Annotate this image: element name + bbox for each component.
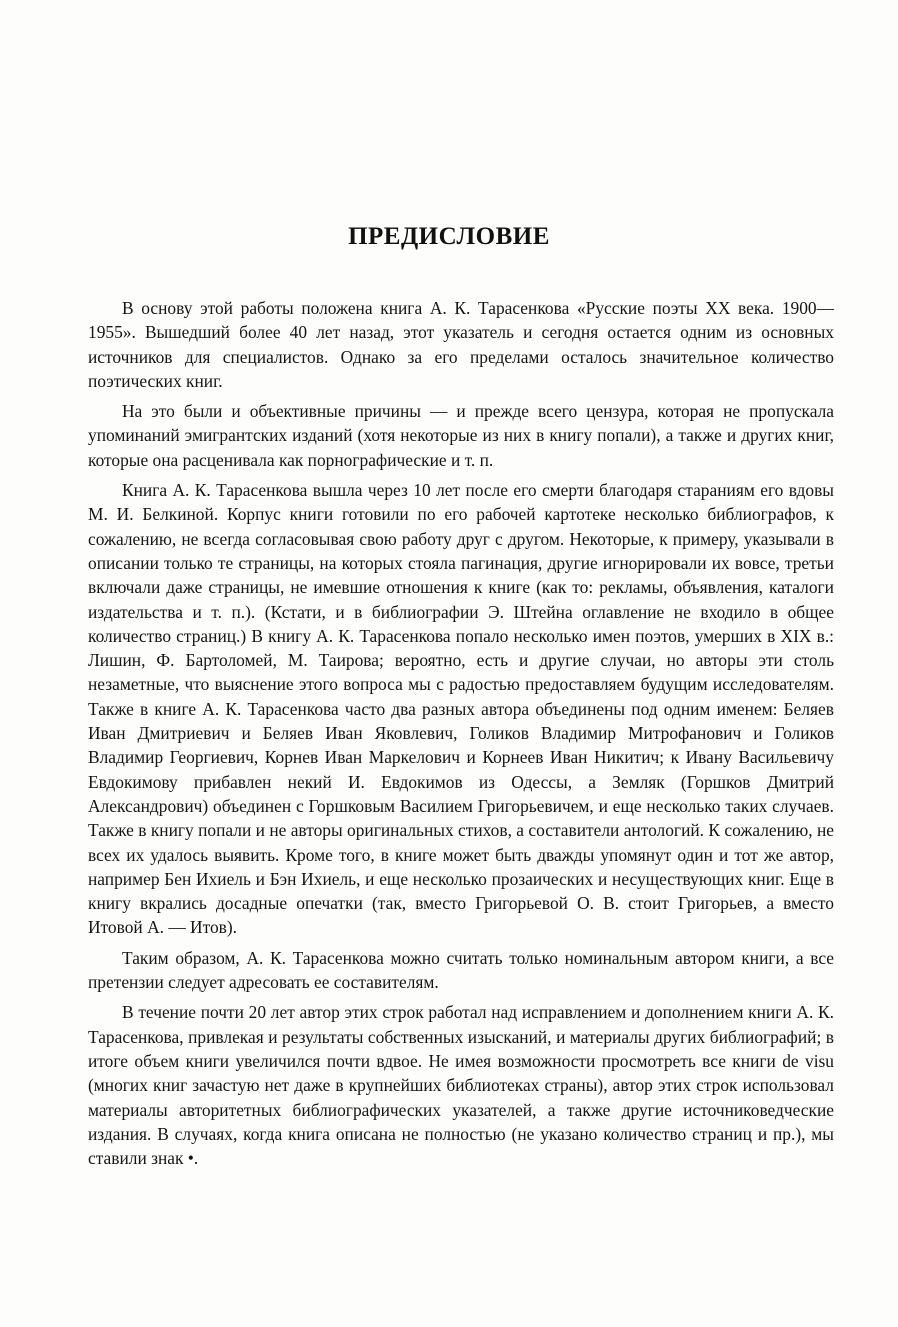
- page-title: ПРЕДИСЛОВИЕ: [348, 223, 550, 250]
- paragraph-5: В течение почти 20 лет автор этих строк работал над исправлением и дополнением книги А. К. Тарасенкова, привлекая и результаты собственных изысканий, и материалы других библиографий; в итоге объем книги увеличился почти вдвое. Не имея возможности просмотреть все книги de visu (многих книг зачастую нет даже в крупнейших библиотеках страны), автор этих строк использовал материалы авторитетных библиографических указателей, а также другие источниковедческие издания. В случаях, когда книга описана не полностью (не указано количество страниц и пр.), мы ставили знак •.: [88, 1002, 834, 1169]
- paragraph-2: На это были и объективные причины — и прежде всего цензура, которая не пропускала упоминаний эмигрантских изданий (хотя некоторые из них в книгу попали), а также и других книг, которые она расценивала как порнографические и т. п.: [88, 401, 834, 470]
- paragraph-4: Таким образом, А. К. Тарасенкова можно считать только номинальным автором книги, а все претензии следует адресовать ее составителям.: [88, 947, 834, 993]
- body-text: [88, 296, 834, 1170]
- paragraph-3: Книга А. К. Тарасенкова вышла через 10 лет после его смерти благодаря стараниям его вдовы М. И. Белкиной. Корпус книги готовили по его рабочей картотеке несколько библиографов, к сожалению, не всегда согласовывая свою работу друг с другом. Некоторые, к примеру, указывали в описании только те страницы, на которых стояла пагинация, другие игнорировали их вовсе, третьи включали даже страницы, не имевшие отношения к книге (как то: рекламы, объявления, каталоги издательства и т. п.). (Кстати, и в библиографии Э. Штейна оглавление не входило в общее количество страниц.) В книгу А. К. Тарасенкова попало несколько имен поэтов, умерших в XIX в.: Лишин, Ф. Бартоломей, М. Таирова; вероятно, есть и другие случаи, но авторы эти столь незаметные, что выяснение этого вопроса мы с радостью предоставляем будущим исследователям. Также в книге А. К. Тарасенкова часто два разных автора объединены под одним именем: Беляев Иван Дмитриевич и Беляев Иван Яковлевич, Голиков Владимир Митрофанович и Голиков Владимир Георгиевич, Корнев Иван Маркелович и Корнеев Иван Никитич; к Ивану Васильевичу Евдокимову прибавлен некий И. Евдокимов из Одессы, а Земляк (Горшков Дмитрий Александрович) объединен с Горшковым Василием Григорьевичем, и еще несколько таких случаев. Также в книгу попали и не авторы оригинальных стихов, а составители антологий. К сожалению, не всех их удалось выявить. Кроме того, в книге может быть дважды упомянут один и тот же автор, например Бен Ихиель и Бэн Ихиель, и еще несколько прозаических и несуществующих книг. Еще в книгу вкрались досадные опечатки (так, вместо Григорьевой О. В. стоит Григорьев, а вместо Итовой А. — Итов).: [88, 480, 834, 938]
- paragraph-1: В основу этой работы положена книга А. К. Тарасенкова «Русские поэты XX века. 1900—1955». Вышедший более 40 лет назад, этот указатель и сегодня остается одним из основных источников для специалистов. Однако за его пределами осталось значительное количество поэтических книг.: [88, 298, 834, 391]
